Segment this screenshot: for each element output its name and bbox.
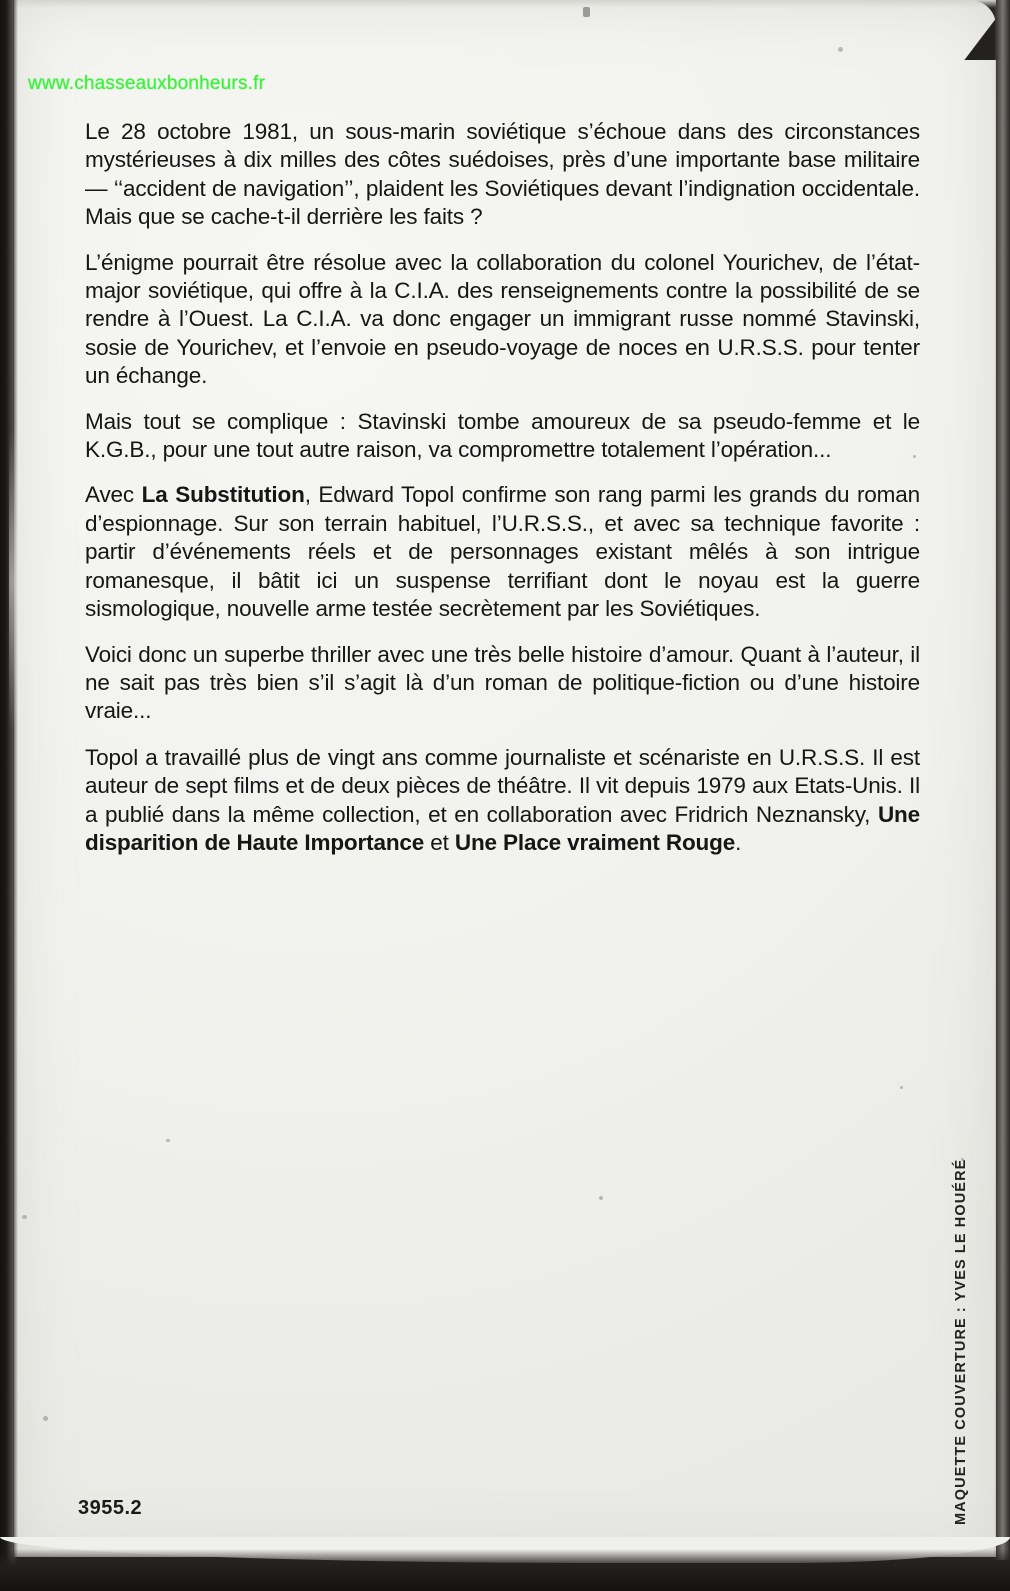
right-edge-shadow <box>994 0 1010 1560</box>
blurb-run: Avec <box>85 482 142 508</box>
paper-speck <box>43 1416 48 1421</box>
blurb-paragraph-3 <box>85 408 920 465</box>
back-cover-blurb <box>85 118 920 874</box>
paper-top-edge <box>14 0 996 8</box>
blurb-run: Le 28 octobre 1981, un sous-marin soviétique s’échoue dans des circonstances mystérieuses à dix milles des côtes suédoises, près d’une importante base militaire — ‘‘accident de navigation’’, plaident les Soviétiques devant l’indignation occidentale. Mais que se cache-t-il derrière les faits ? <box>85 119 920 230</box>
book-title-emphasis: La Substitution <box>141 482 305 508</box>
bottom-edge-shadow <box>0 1549 1010 1591</box>
paper-speck <box>166 1139 170 1142</box>
paper-speck <box>838 47 843 52</box>
catalogue-code: 3955.2 <box>78 1497 143 1519</box>
cover-credit-text: MAQUETTE COUVERTURE : YVES LE HOUÉRÉ <box>953 1158 969 1525</box>
blurb-run: . <box>735 829 742 855</box>
paper-speck <box>599 1196 603 1200</box>
related-title-emphasis-2: Une Place vraiment Rouge <box>454 829 736 855</box>
blurb-paragraph-2 <box>85 249 920 391</box>
blurb-run: Topol a travaillé plus de vingt ans comme journaliste et scénariste en U.R.S.S. Il est auteur de sept films et de deux pièces de théâtre. Il vit depuis 1979 aux Etats-Unis. Il a publié dans la même collection, et en collaboration avec Fridrich Neznansky, <box>85 744 920 827</box>
paper-speck <box>22 1215 27 1219</box>
paper-speck <box>583 7 590 17</box>
related-title-emphasis-1: Une disparition de Haute Importance <box>85 801 920 855</box>
blurb-run: L’énigme pourrait être résolue avec la collaboration du colonel Yourichev, de l’état-major soviétique, qui offre à la C.I.A. des renseignements contre la possibilité de se rendre à l’Ouest. La C.I.A. va donc engager un immigrant russe nommé Stavinski, sosie de Yourichev, et l’envoie en pseudo-voyage de noces en U.R.S.S. pour tenter un échange. <box>85 249 920 389</box>
site-watermark: www.chasseauxbonheurs.fr <box>28 73 266 94</box>
blurb-run: Mais tout se complique : Stavinski tombe amoureux de sa pseudo-femme et le K.G.B., pour une tout autre raison, va compromettre totalement l’opération... <box>85 408 920 463</box>
blurb-run: et <box>424 829 455 855</box>
paper-speck <box>900 1086 903 1089</box>
author-bio-paragraph <box>85 744 920 858</box>
blurb-paragraph-5 <box>85 641 920 726</box>
blurb-run: Voici donc un superbe thriller avec une très belle histoire d’amour. Quant à l’auteur, il ne sait pas très bien s’il s’agit là d’un roman de politique-fiction ou d’une histoire vraie... <box>85 641 920 724</box>
blurb-paragraph-1 <box>85 118 920 232</box>
spine-shadow <box>0 0 18 1570</box>
spine-highlight-streak <box>9 430 18 730</box>
blurb-paragraph-4 <box>85 481 920 623</box>
blurb-run: , Edward Topol confirme son rang parmi les grands du roman d’espionnage. Sur son terrain habituel, l’U.R.S.S., et avec sa technique favorite : partir d’événements réels et de personnages existant mêlés à son intrigue romanesque, il bâtit ici un suspense terrifiant dont le noyau est la guerre sismologique, nouvelle arme testée secrètement par les Soviétiques. <box>85 482 920 622</box>
cover-credit-vertical <box>953 1158 982 1525</box>
